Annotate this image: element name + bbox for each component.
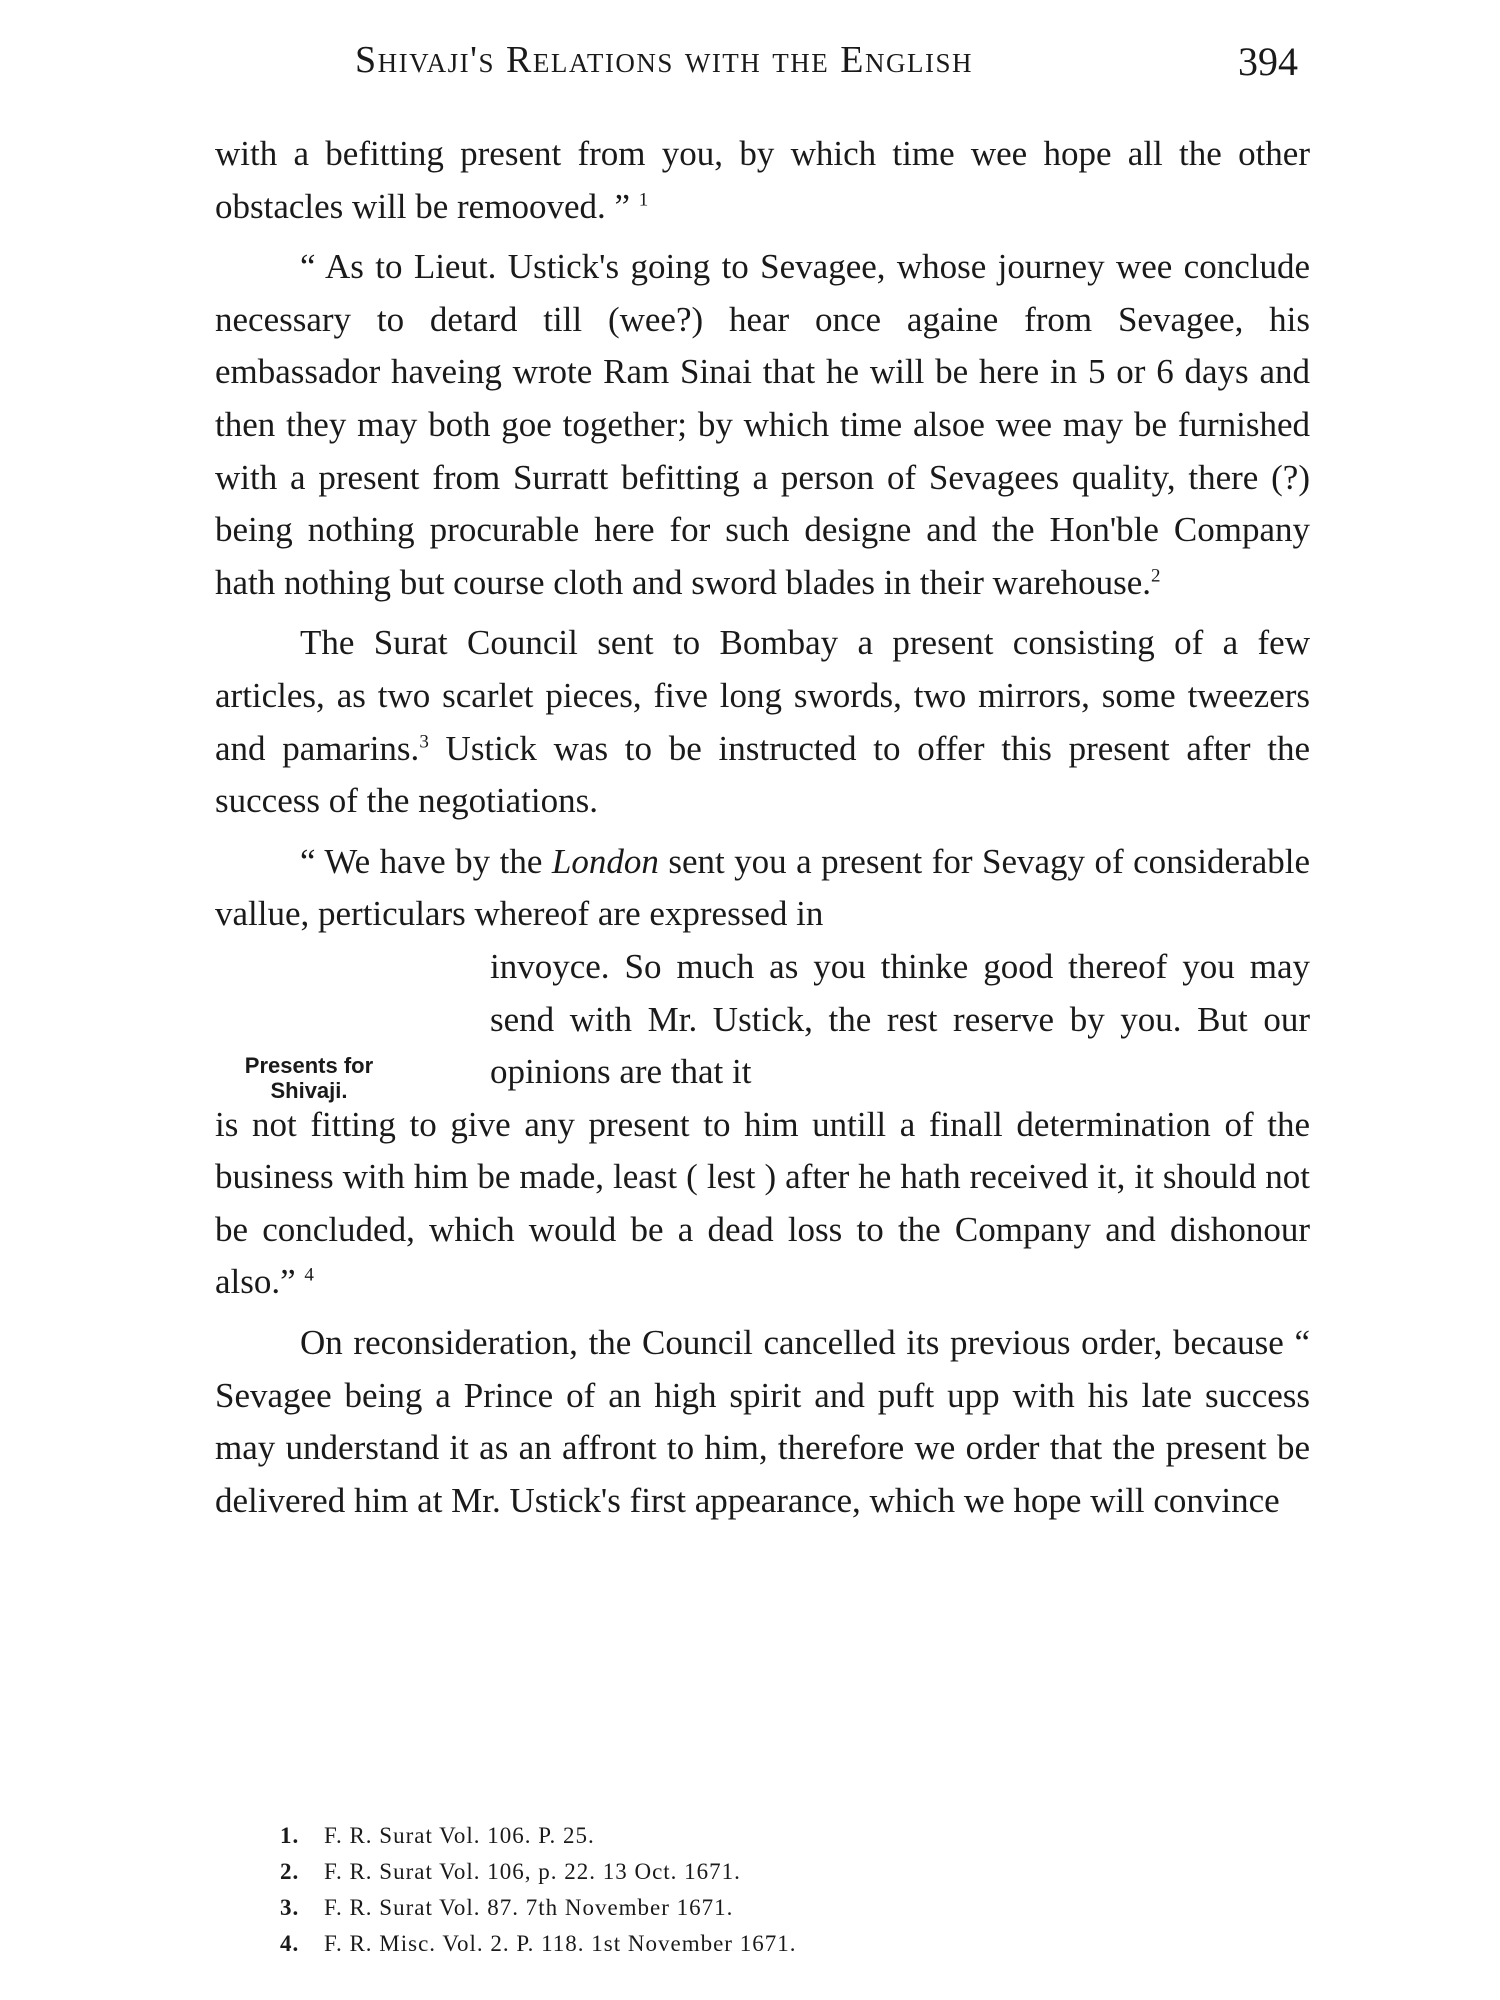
margin-note bbox=[209, 1053, 409, 1103]
paragraph-4-end bbox=[215, 1099, 1310, 1309]
paragraph-3-text-a: The Surat Council sent to Bombay a present consisting of a few articles, as two scarlet pieces, five long swords, two mirrors, some tweezers and pamarins. bbox=[215, 623, 1310, 768]
running-title: Shivaji's Relations with the English bbox=[355, 39, 973, 81]
paragraph-2-text: “ As to Lieut. Ustick's going to Sevagee, whose journey wee conclude necessary to detard till (wee?) hear once againe from Sevagee, his embassador haveing wrote Ram Sinai that he will be here in 5 or 6 days and then they may both goe together; by which time alsoe wee may be furnished with a present from Surratt befitting a person of Sevagees quality, there (?) being nothing procurable here for such designe and the Hon'ble Company hath nothing but course cloth and sword blades in their warehouse. bbox=[215, 247, 1310, 602]
footnote-text: F. R. Surat Vol. 106. P. 25. bbox=[324, 1823, 595, 1848]
margin-note-line-1: Presents for bbox=[244, 1052, 374, 1078]
footnote-ref-3: 3 bbox=[419, 730, 429, 752]
footnotes bbox=[280, 1818, 1180, 1962]
footnote-3 bbox=[280, 1890, 1180, 1926]
paragraph-1 bbox=[215, 128, 1310, 233]
paragraph-4-side-text: invoyce. So much as you thinke good thereof you may send with Mr. Ustick, the rest reserve by you. But our opinions are that it bbox=[490, 946, 1310, 1092]
footnote-number: 1. bbox=[280, 1823, 300, 1848]
footnote-4 bbox=[280, 1926, 1180, 1962]
paragraph-4-start bbox=[215, 836, 1310, 941]
footnote-text: F. R. Surat Vol. 106, p. 22. 13 Oct. 1671. bbox=[324, 1859, 741, 1884]
page-number: 394 bbox=[1238, 39, 1298, 84]
body-text bbox=[215, 128, 1310, 1535]
paragraph-1-text: with a befitting present from you, by which time wee hope all the other obstacles will be remooved. ” bbox=[215, 134, 1310, 226]
margin-note-line-2: Shivaji. bbox=[270, 1077, 348, 1103]
footnote-text: F. R. Surat Vol. 87. 7th November 1671. bbox=[324, 1895, 734, 1920]
footnote-text: F. R. Misc. Vol. 2. P. 118. 1st November 1671. bbox=[324, 1931, 797, 1956]
paragraph-3-text-b: Ustick was to be instructed to offer this present after the success of the negotiations. bbox=[215, 728, 1310, 821]
paragraph-2 bbox=[215, 241, 1310, 609]
footnote-1 bbox=[280, 1818, 1180, 1854]
footnote-number: 2. bbox=[280, 1859, 300, 1884]
footnote-ref-2: 2 bbox=[1151, 565, 1161, 587]
paragraph-3 bbox=[215, 617, 1310, 827]
page-header bbox=[0, 38, 1310, 98]
footnote-ref-1: 1 bbox=[638, 188, 649, 210]
footnote-2 bbox=[280, 1854, 1180, 1890]
paragraph-4-text-end: is not fitting to give any present to him untill a finall determination of the business with him be made, least ( lest ) after he hath received it, it should not be concluded, which would be a dead loss to the Company and dishonour also.” bbox=[215, 1104, 1310, 1302]
side-note-block bbox=[215, 941, 1310, 1103]
footnote-number: 3. bbox=[280, 1895, 300, 1920]
ship-name-london: London bbox=[551, 841, 659, 881]
paragraph-4-text-mid: sent you a present for Sevagy of considerable vallue, perticulars whereof are expressed in bbox=[215, 841, 1310, 934]
footnote-ref-4: 4 bbox=[304, 1264, 314, 1286]
paragraph-5: On reconsideration, the Council cancelled its previous order, because “ Sevagee being a Prince of an high spirit and puft upp with his late success may understand it as an affront to him, therefore we order that the present be delivered him at Mr. Ustick's first appearance, which we hope will convince bbox=[215, 1323, 1310, 1520]
footnote-number: 4. bbox=[280, 1931, 300, 1956]
paragraph-4-text-start: “ We have by the bbox=[300, 841, 552, 881]
